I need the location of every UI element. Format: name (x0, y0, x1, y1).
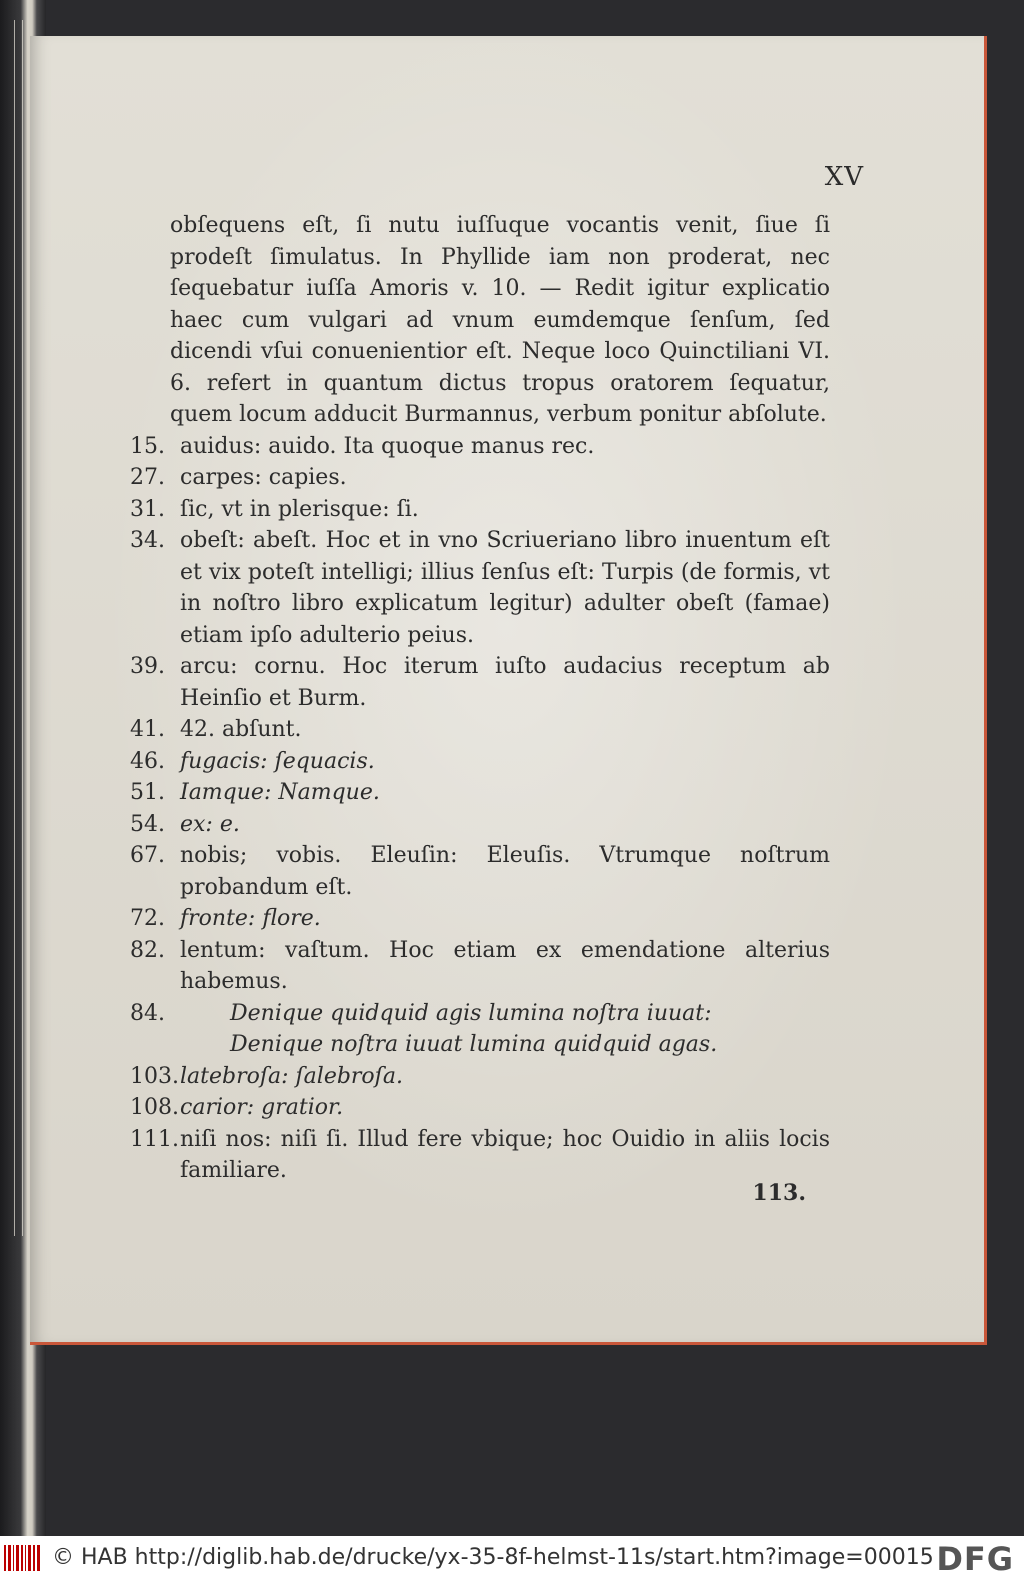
list-item (130, 1029, 830, 1061)
entry-number: 108. (130, 1095, 179, 1120)
entry-text: lentum: vaſtum. Hoc etiam ex emendatione alterius habemus. (180, 937, 830, 994)
list-item (130, 777, 830, 809)
source-link[interactable]: © HAB http://diglib.hab.de/drucke/yx-35-8f-helmst-11s/start.htm?image=00015 (52, 1545, 934, 1570)
page-header-number: XV (824, 162, 864, 192)
list-item (130, 1092, 830, 1124)
list-item (130, 494, 830, 526)
entry-text: obeſt: abeſt. Hoc et in vno Scriueriano libro inuentum eſt et vix poteſt intelligi; illius ſenſus eſt: Turpis (de formis, vt in noſtro libro explicatum legitur) adulter obeſt (famae) etiam ipſo adulterio peius. (180, 528, 830, 648)
list-item (130, 903, 830, 935)
entry-number: 34. (130, 528, 165, 553)
dfg-logo: DFG (936, 1540, 1014, 1578)
page-body (130, 210, 830, 1187)
verse-line: Denique noſtra iuuat lumina quidquid agas. (230, 1032, 718, 1057)
entry-number: 31. (130, 496, 165, 522)
entry-text: Iamque: Namque. (180, 780, 380, 805)
page-footer-number: 113. (752, 1180, 806, 1206)
entry-text: ſic, vt in plerisque: ſi. (180, 496, 419, 522)
list-item (130, 746, 830, 778)
entry-number: 67. (130, 843, 165, 868)
entry-number: 111. (130, 1126, 179, 1152)
entry-text: 42. abſunt. (180, 717, 302, 742)
entry-text: auidus: auido. Ita quoque manus rec. (180, 433, 595, 459)
entry-text: arcu: cornu. Hoc iterum iuſto audacius receptum ab Heinſio et Burm. (180, 654, 830, 711)
entry-number: 27. (130, 465, 165, 490)
list-item (130, 651, 830, 714)
verse-line: Denique quidquid agis lumina noſtra iuuat: (230, 1000, 712, 1026)
entry-number: 54. (130, 811, 165, 837)
entry-number: 84. (130, 1000, 165, 1026)
entry-number (130, 1029, 180, 1061)
entry-text: carpes: capies. (180, 465, 347, 490)
entry-text: fugacis: ſequacis. (180, 748, 375, 774)
entry-number: 39. (130, 654, 165, 679)
entry-number: 46. (130, 748, 165, 774)
entry-number: 72. (130, 906, 165, 931)
entry-number: 15. (130, 433, 165, 459)
list-item (130, 935, 830, 998)
list-item (130, 840, 830, 903)
list-item (130, 1061, 830, 1093)
list-item (130, 1124, 830, 1187)
list-item (130, 431, 830, 463)
entry-text: ex: e. (180, 811, 240, 837)
footer-bar (0, 1536, 1024, 1579)
list-item (130, 525, 830, 651)
intro-paragraph: obſequens eſt, ſi nutu iuſſuque vocantis venit, ſiue ſi prodeſt ſimulatus. In Phyllide iam non proderat, nec ſequebatur iuſſa Amoris v. 10. — Redit igitur explicatio haec cum vulgari ad vnum eumdemque ſenſum, ſed dicendi vſui conuenientior eſt. Neque loco Quinctiliani VI. 6. refert in quantum dictus tropus oratorem ſequatur, quem locum adducit Burmannus, verbum ponitur abſolute. (170, 213, 830, 427)
entry-number: 51. (130, 780, 165, 805)
list-item (130, 714, 830, 746)
entry-text: nobis; vobis. Eleuſin: Eleuſis. Vtrumque noſtrum probandum eſt. (180, 843, 830, 900)
list-item (130, 809, 830, 841)
list-item (130, 462, 830, 494)
entry-text: fronte: flore. (180, 906, 321, 931)
barcode-icon (4, 1543, 44, 1573)
entry-text: niſi nos: niſi ſi. Illud fere vbique; hoc Ouidio in aliis locis familiare. (180, 1126, 830, 1183)
entry-number: 82. (130, 937, 165, 963)
entry-number: 103. (130, 1063, 179, 1089)
entry-number: 41. (130, 717, 165, 742)
entry-text: latebroſa: ſalebroſa. (180, 1063, 403, 1089)
entry-text: carior: gratior. (180, 1095, 344, 1120)
list-item (130, 998, 830, 1030)
